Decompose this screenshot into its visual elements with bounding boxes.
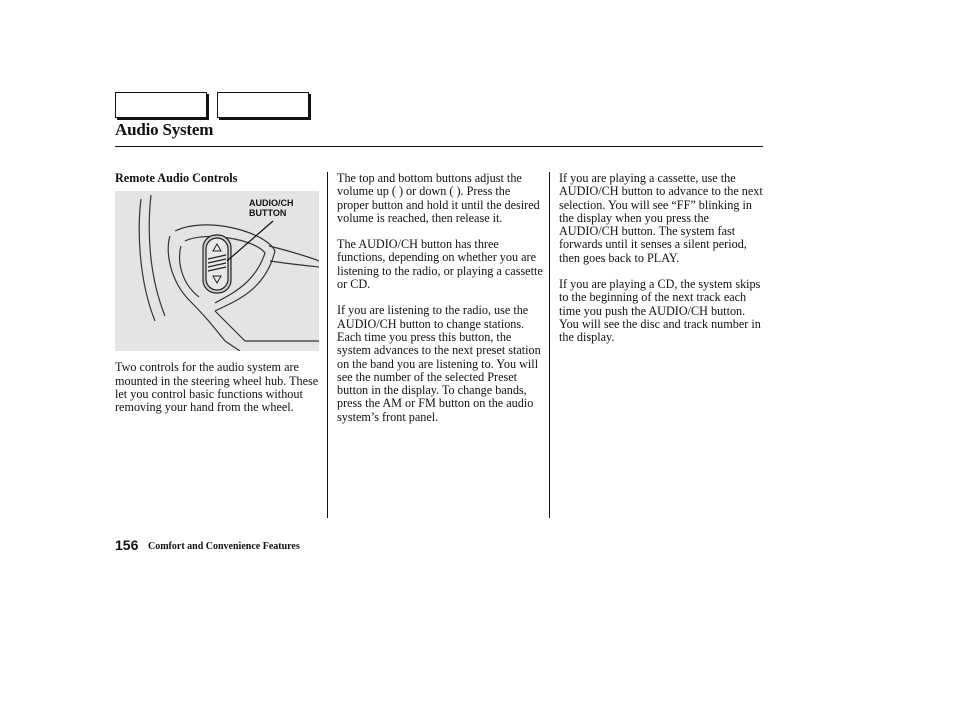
audio-ch-button-callout — [249, 198, 294, 218]
header-tab-box-2 — [217, 92, 309, 118]
page-title: Audio System — [115, 120, 214, 139]
column-1 — [115, 172, 320, 427]
callout-line-2: BUTTON — [249, 208, 287, 219]
steering-wheel-illustration — [115, 191, 319, 351]
volume-paragraph: The top and bottom buttons adjust the volume up ( ) or down ( ). Press the proper button and hold it until the desired volume is reached, then release it. — [337, 171, 540, 225]
section-heading: Remote Audio Controls — [115, 171, 238, 185]
column-3 — [559, 172, 764, 358]
column-divider-1 — [327, 172, 328, 518]
column-divider-2 — [549, 172, 550, 518]
callout-line-1: AUDIO/CH — [249, 198, 294, 209]
footer-section-title: Comfort and Convenience Features — [148, 541, 300, 552]
page-number: 156 — [115, 537, 139, 553]
column-2 — [337, 172, 543, 437]
intro-paragraph: Two controls for the audio system are mounted in the steering wheel hub. These let you control basic functions without removing your hand from the wheel. — [115, 360, 319, 415]
header-tab-box-1 — [115, 92, 207, 118]
audio-ch-functions-paragraph: The AUDIO/CH button has three functions, depending on whether you are listening to the radio, or playing a cassette or CD. — [337, 237, 543, 292]
cd-paragraph: If you are playing a CD, the system skips to the beginning of the next track each time you push the AUDIO/CH button. You will see the disc and track number in the display. — [559, 277, 761, 345]
radio-paragraph: If you are listening to the radio, use the AUDIO/CH button to change stations. Each time you press this button, the system advances to the next preset station on the band you are listening to. You will see the number of the selected Preset button in the display. To change bands, press the AM or FM button on the audio system’s front panel. — [337, 303, 541, 424]
title-divider — [115, 146, 763, 147]
cassette-paragraph: If you are playing a cassette, use the AUDIO/CH button to advance to the next selection. You will see “FF” blinking in the display when you press the AUDIO/CH button. The system fast forwards until it senses a silent period, then goes back to PLAY. — [559, 171, 763, 265]
